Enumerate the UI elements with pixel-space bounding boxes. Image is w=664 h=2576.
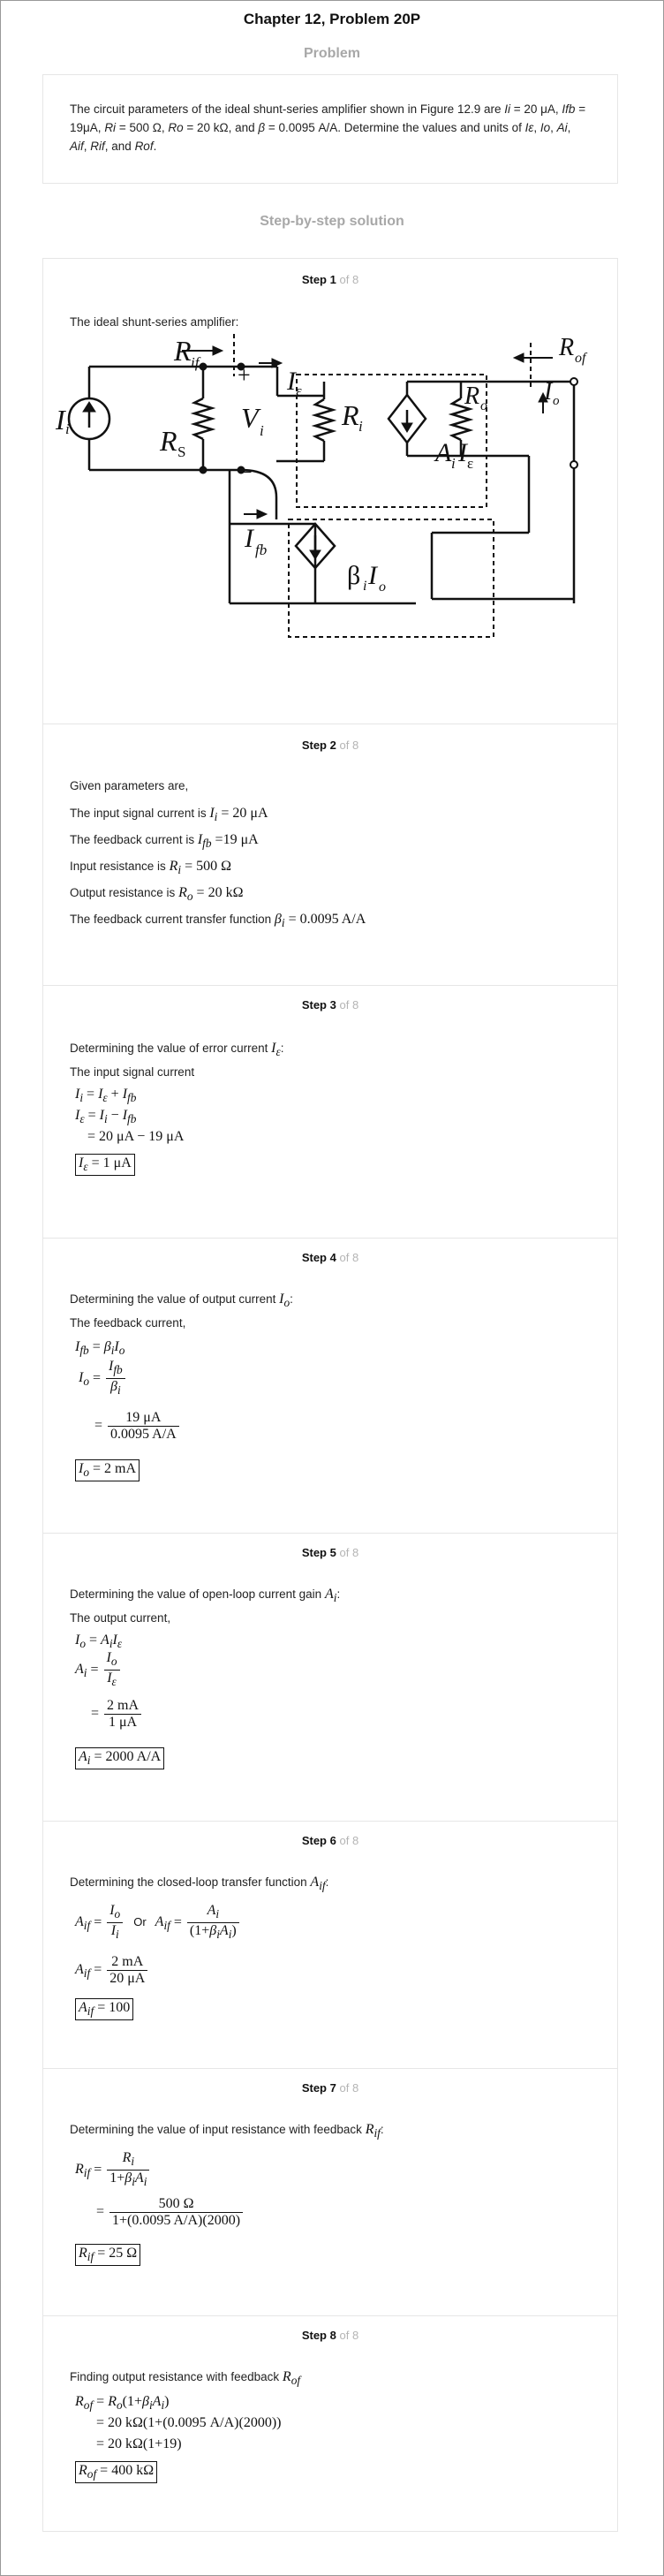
input-resistance-line: Input resistance is $R_i = 500$ Ω <box>70 859 231 877</box>
step-8-intro: Finding output resistance with feedback $R_{of}$ <box>70 2369 301 2388</box>
step-3-card <box>42 986 618 1239</box>
page-title: Chapter 12, Problem 20P <box>243 11 421 27</box>
step-8-card <box>42 2316 618 2532</box>
svg-text:i: i <box>260 422 264 439</box>
svg-text:fb: fb <box>255 542 268 558</box>
problem-heading: Problem <box>303 46 360 61</box>
step-5-eq2: $A_i$ = $\frac{I_o}{I_\varepsilon}$ <box>75 1650 122 1690</box>
solution-heading: Step-by-step solution <box>260 214 404 229</box>
svg-text:I: I <box>368 561 377 590</box>
step-1-header: Step 1 of 8 <box>301 273 359 286</box>
step-4-eq1: $I_{fb} = \beta_iI_o$ <box>75 1339 125 1358</box>
output-resistance-line: Output resistance is $R_o = 20$ kΩ <box>70 885 244 904</box>
step-8-result: $R_{of} = 400$ kΩ <box>75 2461 157 2483</box>
step-2-header: Step 2 of 8 <box>301 739 359 752</box>
svg-text:ε: ε <box>467 455 474 472</box>
circuit-diagram <box>43 334 619 687</box>
svg-text:I: I <box>458 438 467 467</box>
svg-text:β: β <box>347 561 361 590</box>
step-3-header: Step 3 of 8 <box>301 998 359 1011</box>
step-1-card <box>42 258 618 724</box>
svg-text:S: S <box>177 443 186 460</box>
step-5-eq1: $I_o = A_iI_\varepsilon$ <box>75 1633 123 1651</box>
transfer-function-line: The feedback current transfer function $\beta_i = 0.0095$ A/A <box>70 912 366 930</box>
svg-text:i: i <box>358 418 363 435</box>
step-3-intro: Determining the value of error current $I_\varepsilon$: <box>70 1041 284 1059</box>
step-8-eq2: = 20 kΩ(1+(0.0095 A/A)(2000)) <box>96 2415 282 2430</box>
step-4-result: $I_o = 2$ mA <box>75 1459 140 1481</box>
step-5-result: $A_i = 2000$ A/A <box>75 1747 164 1769</box>
svg-text:+: + <box>238 362 251 388</box>
step-6-eq2: $A_{if}$ = $\frac{2 mA}{20 \mu A}$ <box>75 1954 149 1987</box>
svg-text:A: A <box>435 438 452 467</box>
svg-text:of: of <box>575 351 586 366</box>
step-1-intro: The ideal shunt-series amplifier: <box>70 315 239 329</box>
problem-card <box>42 74 618 184</box>
svg-text:i: i <box>451 455 456 472</box>
step-4-eq2: $I_o$ = $\frac{I_{fb}}{\beta_i}$ <box>79 1359 127 1398</box>
svg-text:o: o <box>480 398 487 413</box>
step-8-header: Step 8 of 8 <box>301 2329 359 2342</box>
svg-text:R: R <box>464 383 480 410</box>
problem-text: The circuit parameters of the ideal shunt-series amplifier shown in Figure 12.9 are Ii = 20 μA, Ifb = 19μA, Ri = 500 Ω, Ro = 20 kΩ, and β = 0.0095 A/A. Determine the values and units of Iε, Io, Ai, Aif, Rif, and Rof. <box>70 102 586 153</box>
input-signal-line: The input signal current is $I_i = 20$ μA <box>70 806 268 824</box>
step-5-card <box>42 1534 618 1822</box>
step-6-intro: Determining the closed-loop transfer function $A_{if}$: <box>70 1875 329 1893</box>
svg-text:R: R <box>160 425 177 457</box>
step-4-eq3: = $\frac{19 \mu A}{0.0095 A/A}$ <box>94 1410 181 1443</box>
step-7-result: $R_{if} = 25$ Ω <box>75 2244 140 2266</box>
step-3-eq2: $I_\varepsilon = I_i - I_{fb}$ <box>75 1108 137 1126</box>
step-3-result: $I_\varepsilon = 1$ μA <box>75 1154 135 1176</box>
step-3-eq3: = 20 μA − 19 μA <box>87 1129 185 1144</box>
svg-text:if: if <box>191 354 200 371</box>
step-5-header: Step 5 of 8 <box>301 1546 359 1559</box>
step-3-eq1: $I_i = I_\varepsilon + I_{fb}$ <box>75 1087 137 1105</box>
svg-text:I: I <box>56 404 65 436</box>
svg-text:R: R <box>559 334 575 361</box>
step-2-intro: Given parameters are, <box>70 779 189 792</box>
step-5-intro: Determining the value of open-loop current gain $A_i$: <box>70 1587 341 1605</box>
svg-text:I: I <box>245 524 253 553</box>
svg-text:o: o <box>379 580 386 595</box>
svg-text:i: i <box>363 579 367 594</box>
step-7-header: Step 7 of 8 <box>301 2081 359 2095</box>
step-5-eq3: = $\frac{2 mA}{1 \mu A}$ <box>91 1698 143 1731</box>
step-7-card <box>42 2069 618 2316</box>
svg-text:ε: ε <box>296 383 303 399</box>
svg-text:R: R <box>174 335 192 367</box>
step-5-sub: The output current, <box>70 1611 171 1625</box>
svg-text:o: o <box>553 394 560 408</box>
step-6-card <box>42 1822 618 2069</box>
svg-text:I: I <box>544 378 553 405</box>
step-6-result: $A_{if} = 100$ <box>75 1998 133 2020</box>
feedback-current-line: The feedback current is $I_{fb} =19$ μA <box>70 832 259 851</box>
step-4-header: Step 4 of 8 <box>301 1251 359 1264</box>
svg-text:−: − <box>239 459 253 485</box>
step-6-header: Step 6 of 8 <box>301 1834 359 1847</box>
svg-text:R: R <box>342 399 359 431</box>
svg-text:I: I <box>287 367 296 396</box>
svg-text:i: i <box>65 420 70 437</box>
step-4-intro: Determining the value of output current $I_o$: <box>70 1292 293 1310</box>
step-4-sub: The feedback current, <box>70 1316 186 1330</box>
step-7-intro: Determining the value of input resistance with feedback $R_{if}$: <box>70 2122 384 2140</box>
step-4-card <box>42 1239 618 1534</box>
step-8-eq3: = 20 kΩ(1+19) <box>96 2436 182 2451</box>
step-6-eq1: $A_{if}$ = $\frac{I_o}{I_i}$ Or $A_{if}$ = $\frac{A_i}{(1+\beta_iA_i)}$ <box>75 1903 241 1943</box>
step-8-eq1: $R_{of} = R_o(1+\beta_iA_i)$ <box>75 2394 170 2413</box>
step-2-card <box>42 724 618 986</box>
step-7-eq2: = $\frac{500 \Omega}{1+(0.0095 A/A)(2000)}$ <box>96 2196 245 2229</box>
step-3-sub: The input signal current <box>70 1065 195 1079</box>
svg-text:V: V <box>241 402 259 434</box>
step-7-eq1: $R_{if}$ = $\frac{R_i}{1+\beta_iA_i}$ <box>75 2150 151 2190</box>
